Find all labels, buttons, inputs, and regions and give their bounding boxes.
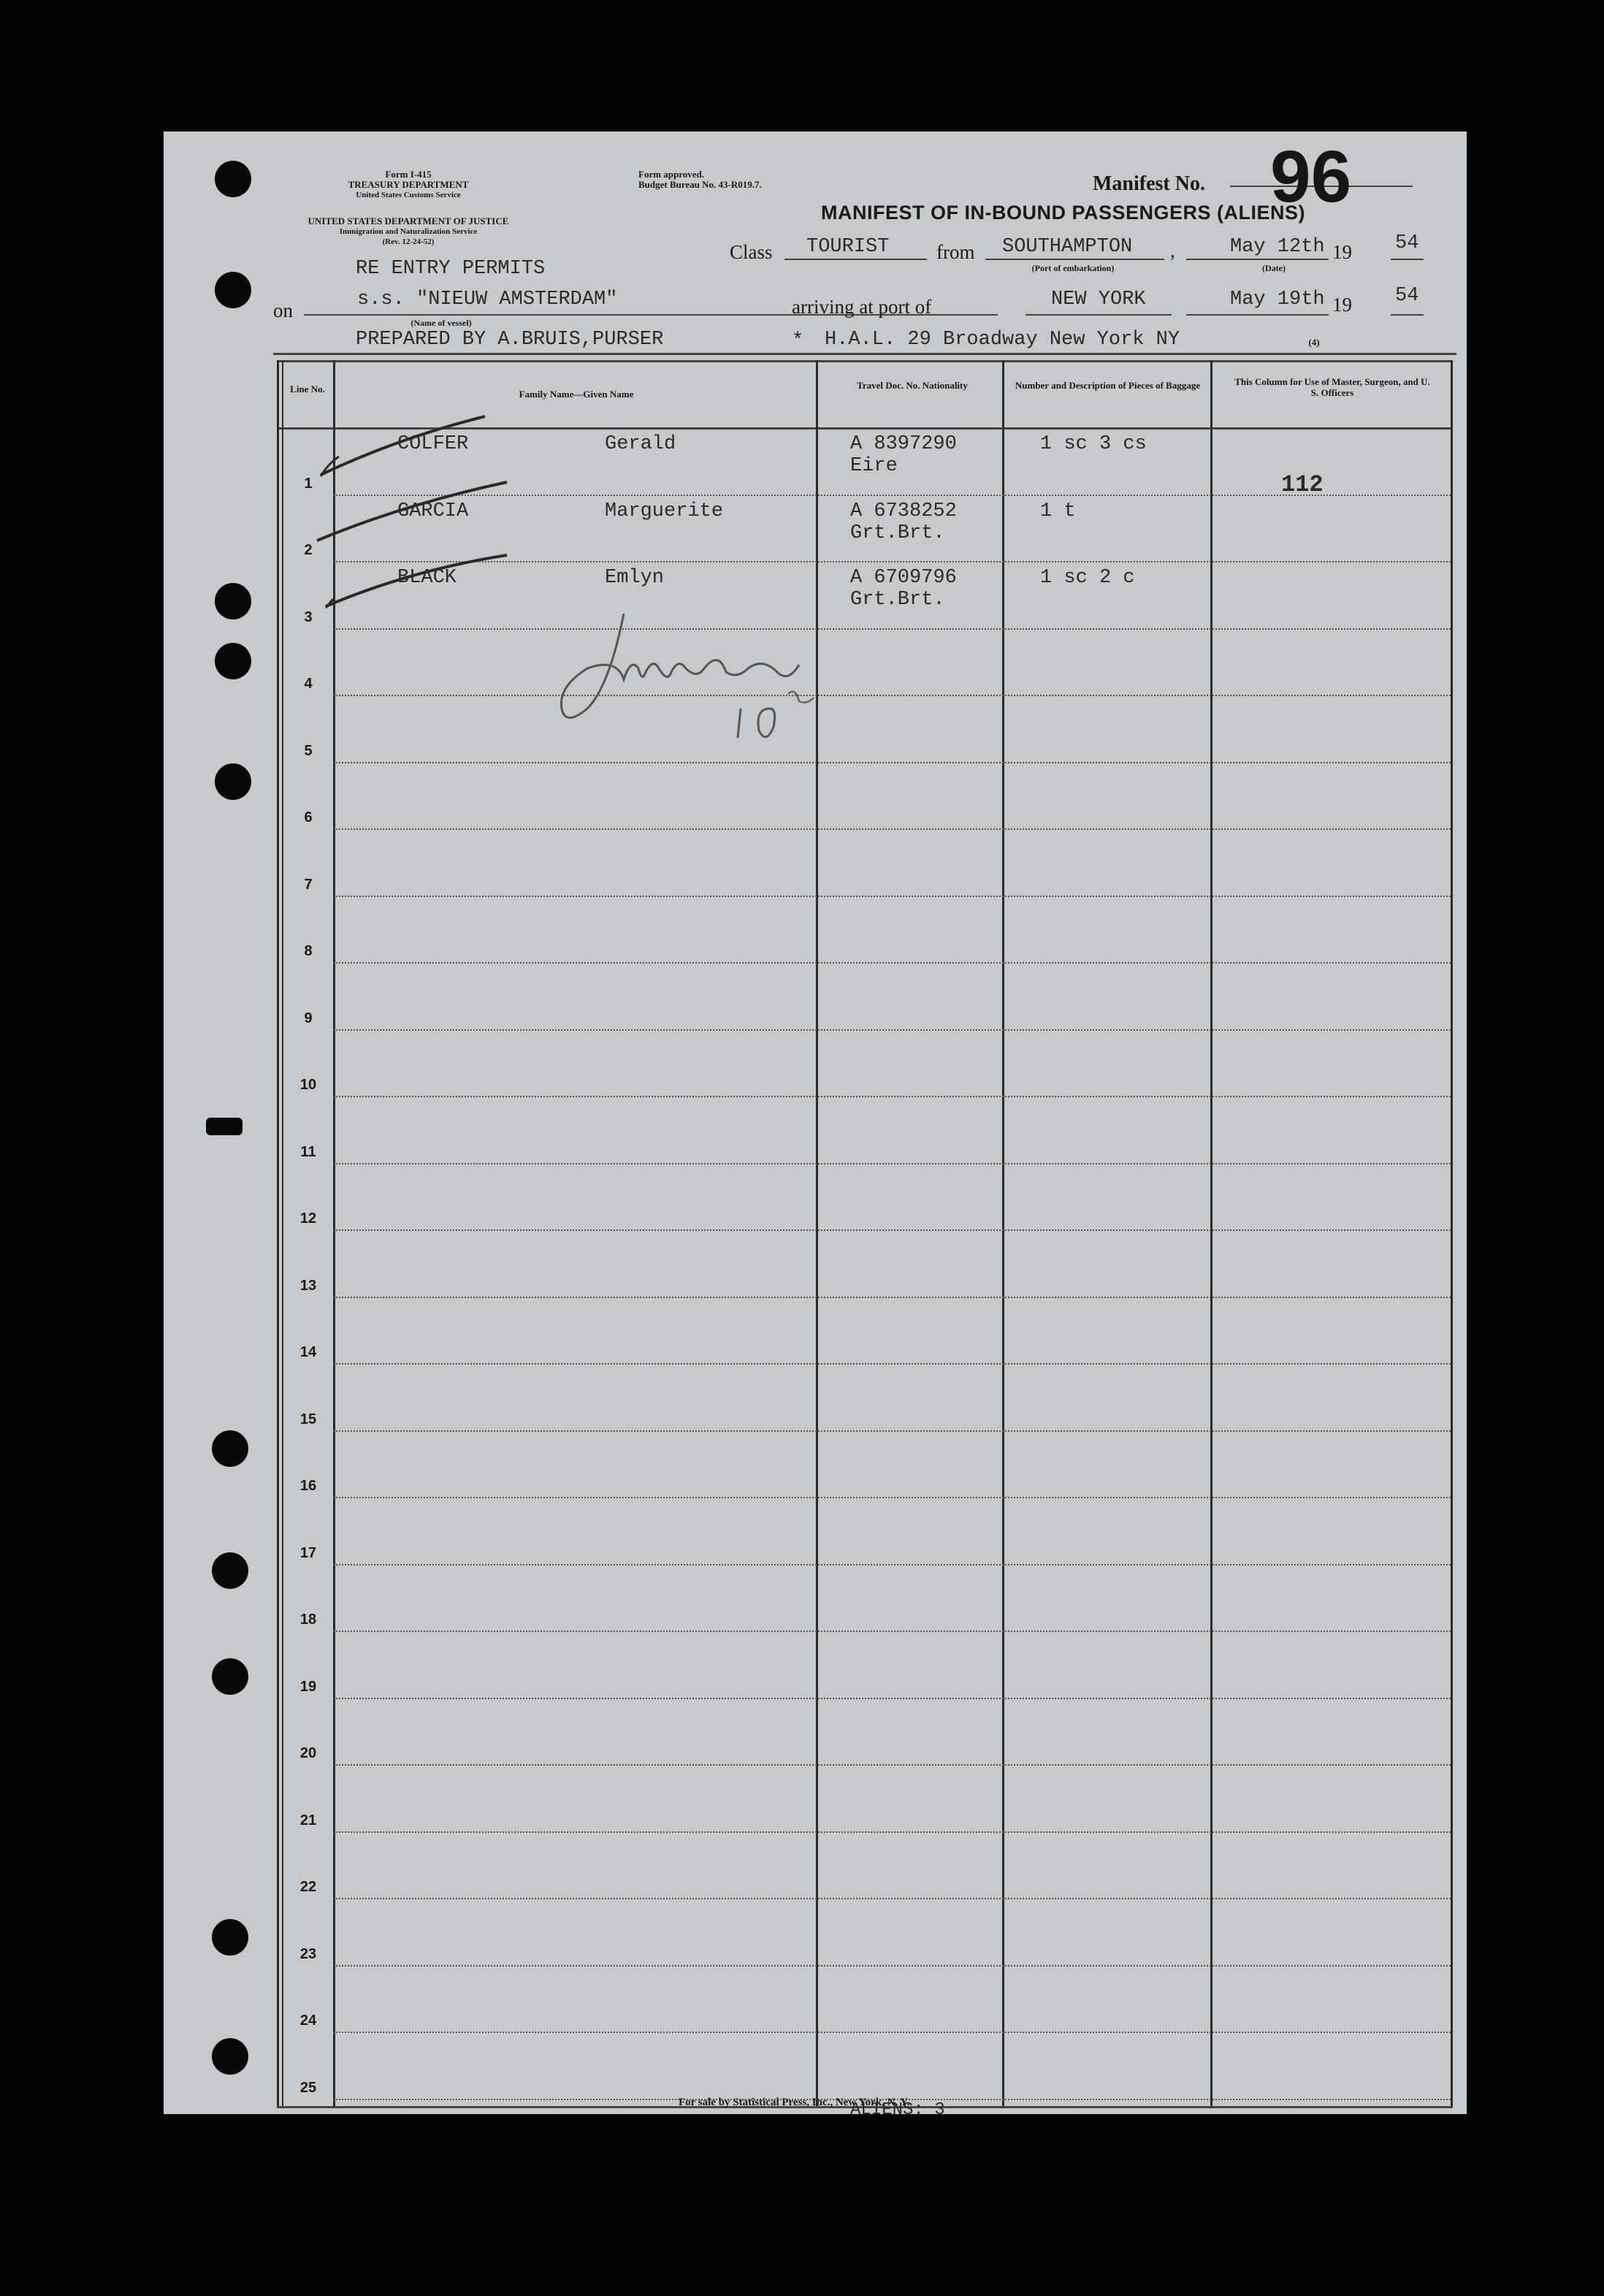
col-baggage: Number and Description of Pieces of Baggage: [1015, 380, 1201, 391]
line-number: 10: [299, 1077, 317, 1093]
line-number: 11: [300, 1143, 316, 1160]
binder-hole: [212, 2038, 248, 2075]
given-name: Emlyn: [605, 567, 665, 589]
line-number: 20: [299, 1745, 317, 1761]
handwritten-strikes: [164, 131, 1467, 2114]
form-approved: Form approved.: [638, 169, 705, 180]
binder-hole: [215, 161, 251, 197]
arrival-date: May 19th: [1230, 289, 1325, 310]
line-number: 12: [299, 1210, 317, 1227]
date-caption: (Date): [1262, 263, 1286, 273]
travel-doc-number: A 8397290: [850, 433, 957, 455]
binder-hole: [215, 583, 251, 619]
binder-slot: [206, 1118, 242, 1135]
binder-hole: [212, 1658, 248, 1695]
nationality: Grt.Brt.: [850, 522, 945, 544]
baggage-description: 1 sc 3 cs: [1040, 433, 1147, 455]
baggage-description: 1 sc 2 c: [1040, 567, 1135, 589]
form-number: Form I-415: [385, 169, 432, 180]
embarkation-port: SOUTHAMPTON: [1002, 236, 1133, 258]
binder-hole: [212, 1552, 248, 1589]
arrival-year: 54: [1395, 285, 1419, 307]
binder-hole: [215, 763, 251, 800]
from-label: from: [936, 241, 975, 263]
arrival-port: NEW YORK: [1051, 289, 1146, 310]
aliens-total: ALIENS: 3: [850, 2100, 945, 2120]
handwritten-signature: [558, 599, 836, 738]
line-number: 7: [304, 876, 313, 893]
footnote-4: (4): [1308, 337, 1320, 348]
departure-date: May 12th: [1230, 236, 1325, 258]
footer-printer: For sale by Statistical Press, Inc., New York, N. Y.: [679, 2097, 910, 2108]
line-number: 22: [299, 1879, 317, 1895]
col-line-no: Line No.: [290, 384, 325, 394]
vessel-caption: (Name of vessel): [410, 318, 472, 328]
line-number: 9: [304, 1010, 313, 1026]
line-number: 15: [299, 1411, 317, 1427]
line-number: 18: [299, 1612, 317, 1628]
col-travel-doc: Travel Doc. No. Nationality: [857, 380, 968, 391]
line-number: 13: [299, 1277, 317, 1294]
line-number: 14: [299, 1344, 317, 1360]
officer-note: 112: [1281, 471, 1324, 498]
line-number: 8: [304, 943, 313, 959]
given-name: Marguerite: [605, 500, 724, 522]
dept-of-justice: UNITED STATES DEPARTMENT OF JUSTICE: [308, 216, 509, 226]
line-number: 3: [304, 609, 313, 625]
line-number: 24: [299, 2013, 317, 2029]
line-number: 16: [299, 1478, 317, 1494]
family-name: COLFER: [397, 433, 469, 455]
agent-address: H.A.L. 29 Broadway New York NY: [825, 329, 1180, 351]
binder-hole: [215, 272, 251, 308]
prepared-by: PREPARED BY A.BRUIS,PURSER: [356, 329, 664, 351]
line-number: 19: [299, 1678, 317, 1695]
on-label: on: [273, 300, 293, 321]
manifest-label: Manifest No.: [1093, 172, 1205, 195]
line-number: 2: [304, 542, 313, 558]
manifest-number: 96: [1270, 136, 1352, 218]
given-name: Gerald: [605, 433, 676, 455]
year-prefix: 19: [1332, 241, 1352, 263]
line-number: 25: [299, 2079, 317, 2096]
agent-mark: *: [792, 330, 804, 352]
line-number: 1: [304, 475, 313, 492]
nationality: Eire: [850, 455, 898, 477]
family-name: BLACK: [397, 567, 457, 589]
binder-hole: [212, 1919, 248, 1956]
line-number: 21: [299, 1812, 317, 1828]
line-number: 5: [304, 742, 313, 759]
travel-doc-number: A 6738252: [850, 500, 957, 522]
departure-year: 54: [1395, 232, 1419, 254]
arriving-label: arriving at port of: [792, 296, 932, 318]
line-number: 4: [304, 676, 313, 692]
vessel-name: s.s. "NIEUW AMSTERDAM": [357, 289, 618, 310]
reentry-remark: RE ENTRY PERMITS: [356, 258, 546, 280]
col-officers: This Column for Use of Master, Surgeon, and U. S. Officers: [1234, 376, 1430, 398]
line-number: 23: [299, 1945, 317, 1962]
treasury-dept: TREASURY DEPARTMENT: [348, 179, 469, 190]
budget-bureau: Budget Bureau No. 43-R019.7.: [638, 179, 762, 190]
class-value: TOURIST: [806, 236, 890, 258]
binder-hole: [212, 1430, 248, 1467]
col-name: Family Name—Given Name: [519, 389, 634, 400]
baggage-description: 1 t: [1040, 500, 1076, 522]
line-number: 6: [304, 809, 313, 825]
class-label: Class: [730, 241, 773, 263]
customs-service: United States Customs Service: [356, 191, 461, 199]
ins-service: Immigration and Naturalization Service: [339, 227, 478, 236]
family-name: GARCIA: [397, 500, 469, 522]
nationality: Grt.Brt.: [850, 589, 945, 611]
manifest-page: Form I-415 TREASURY DEPARTMENT United States Customs Service UNITED STATES DEPARTMENT OF JUSTICE Immigration and Naturalization Service (Rev. 12-24-52) Form approved. Budget Bureau No. 43-R019.7. Manifest No. 96 MANIFEST OF IN-BOUND PASSENGERS (ALIENS) RE ENTRY PERMITS Class TOURIST from SOUTHAMPTON (Port of embarkation) , May 12th (Date) 19 54 on s.s. "NIEUW AMSTERDAM" (Name of vessel) arriving at port of NEW YORK May 19th 19 54 PREPARED BY A.BRUIS,PURSER * H.A.L. 29 Broadway New York NY (4) Line No. Family Name—Given Name Travel Doc. No. Nationality Number and Description of Pieces of Baggage This Column for Use of Master, Surgeon, and U. S. Officers 1 2 3 4 5 6 7 8 9 10 11 12 13 14 15 16 17 18 19 20 21 22 23 24 25 COLFER Gerald A 8397290 Eire 1 sc 3 cs 112 GARCIA Marguerite A 6738252 Grt.Brt. 1 t BLACK Emlyn A 6709796 Grt.Brt. 1 sc 2 c For sale by Statistical Press, Inc., New York, N. Y. ALIENS: 3: [164, 131, 1467, 2114]
embarkation-caption: (Port of embarkation): [1031, 263, 1115, 273]
travel-doc-number: A 6709796: [850, 567, 957, 589]
revision-date: (Rev. 12-24-52): [382, 237, 435, 246]
binder-hole: [215, 643, 251, 679]
manifest-title: MANIFEST OF IN-BOUND PASSENGERS (ALIENS): [821, 202, 1306, 224]
line-number: 17: [299, 1544, 317, 1561]
